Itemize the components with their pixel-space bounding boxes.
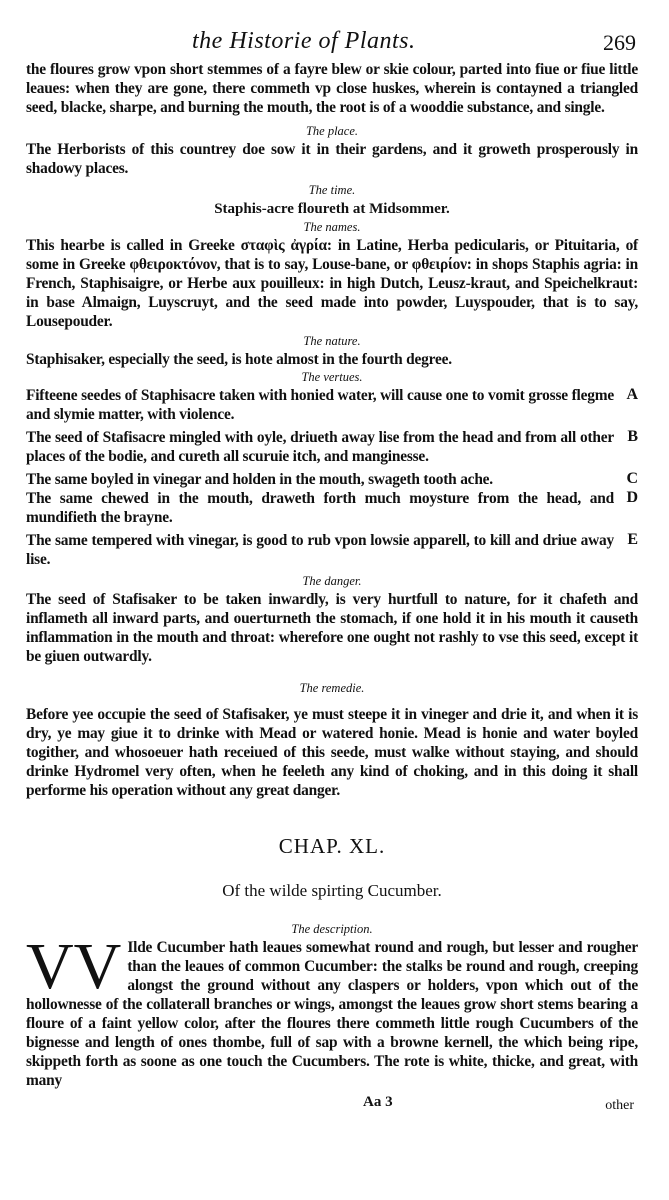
vertue-text: The same boyled in vinegar and holden in the mouth, swageth tooth ache.	[26, 471, 493, 488]
heading-place: The place.	[305, 124, 359, 138]
page-header	[26, 14, 638, 60]
heading-nature: The nature.	[303, 334, 361, 348]
vertue-text: The seed of Stafisacre mingled with oyle, driueth away lise from the head and from all other places of the bodie, and cureth all scuruie itch, and manginesse.	[26, 429, 614, 465]
margin-marker: D	[626, 489, 638, 506]
chapter-title: Of the wilde spirting Cucumber.	[222, 881, 442, 900]
vertue-text: Fifteene seedes of Staphisacre taken with honied water, will cause one to vomit grosse flegme and slymie matter, with violence.	[26, 387, 614, 423]
names-paragraph: This hearbe is called in Greeke σταφὶς ἀγρία: in Latine, Herba pedicularis, or Pituitaria, of some in Greeke φθειροκτόνον, that is to say, Louse-bane, or φθειρίον: in shops Staphis agria: in French, Staphisaigre, or Herbe aux pouilleux: in high Dutch, Leusz-kraut, and Speichelkraut: in base Almaign, Luyscruyt, and the seed made into powder, Luyspouder, that is to say, Lousepouder.	[26, 237, 638, 330]
heading-names: The names.	[303, 220, 361, 234]
vertue-item	[26, 428, 638, 466]
vertue-item	[26, 489, 638, 527]
drop-capital: VV	[26, 930, 122, 1003]
running-title: the Historie of Plants.	[192, 28, 416, 54]
catchword: other	[605, 1098, 634, 1113]
remedie-paragraph: Before yee occupie the seed of Stafisaker, ye must steepe it in vineger and drie it, and when it is dry, ye may giue it to drinke with Mead or watered honie. Mead is honie and water boyled togither, and whosoeuer hath receiued of this seede, must walke without staying, and should drinke Hydromel very often, when he feeleth any kind of choking, and in this doing it shall performe his operation without any great danger.	[26, 706, 638, 799]
intro-paragraph: the floures grow vpon short stemmes of a fayre blew or skie colour, parted into fiue or fiue little leaues: when they are gone, there commeth vp close huskes, wherein is contayned a triangled seed, blacke, sharpe, and burning the mouth, the root is of a wooddie substance, and single.	[26, 61, 638, 116]
description-block	[26, 930, 638, 1090]
book-page	[26, 14, 638, 1186]
place-paragraph: The Herborists of this countrey doe sow it in their gardens, and it groweth prosperously in shadowy places.	[26, 141, 638, 177]
heading-danger: The danger.	[302, 574, 362, 588]
margin-marker: C	[626, 470, 638, 487]
signature-mark: Aa 3	[363, 1094, 393, 1110]
vertue-text: The same tempered with vinegar, is good to rub vpon lowsie apparell, to kill and driue away lise.	[26, 532, 614, 568]
vertue-item	[26, 386, 638, 424]
nature-paragraph: Staphisaker, especially the seed, is hote almost in the fourth degree.	[26, 351, 452, 368]
heading-description: The description.	[291, 922, 373, 936]
vertue-text: The same chewed in the mouth, draweth forth much moysture from the head, and mundifieth the brayne.	[26, 490, 614, 526]
heading-remedie: The remedie.	[299, 681, 365, 695]
description-paragraph: Ilde Cucumber hath leaues somewhat round and rough, but lesser and rougher than the leaues of common Cucumber: the stalks be round and rough, creeping alongst the ground without any claspers or holders, vpon which out of the hollownesse of the collaterall branches or wings, amongst the leaues grow short stems bearing a floure of a faint yellow color, after the floures there commeth little rough Cucumbers of the bignesse and length of ones thombe, full of sap with a browne kernell, the which being ripe, skippeth forth as soone as one touch the Cucumbers. The rote is white, thicke, and great, with many	[26, 939, 638, 1089]
vertue-item	[26, 531, 638, 569]
page-number: 269	[603, 30, 636, 55]
page-footer	[26, 1094, 638, 1114]
heading-vertues: The vertues.	[301, 370, 363, 384]
margin-marker: E	[627, 531, 638, 548]
margin-marker: A	[626, 386, 638, 403]
margin-marker: B	[627, 428, 638, 445]
vertue-item	[26, 470, 638, 489]
heading-time: The time.	[308, 183, 356, 197]
time-paragraph: Staphis-acre floureth at Midsommer.	[214, 201, 450, 217]
danger-paragraph: The seed of Stafisaker to be taken inwardly, is very hurtfull to nature, for it chafeth and inflameth all inward parts, and ouerturneth the stomach, if one hold it in his mouth it causeth inflammation in the mouth and throat: wherefore one ought not rashly to vse this seed, except it be giuen outwardly.	[26, 591, 638, 665]
chapter-number: CHAP. XL.	[278, 834, 386, 858]
